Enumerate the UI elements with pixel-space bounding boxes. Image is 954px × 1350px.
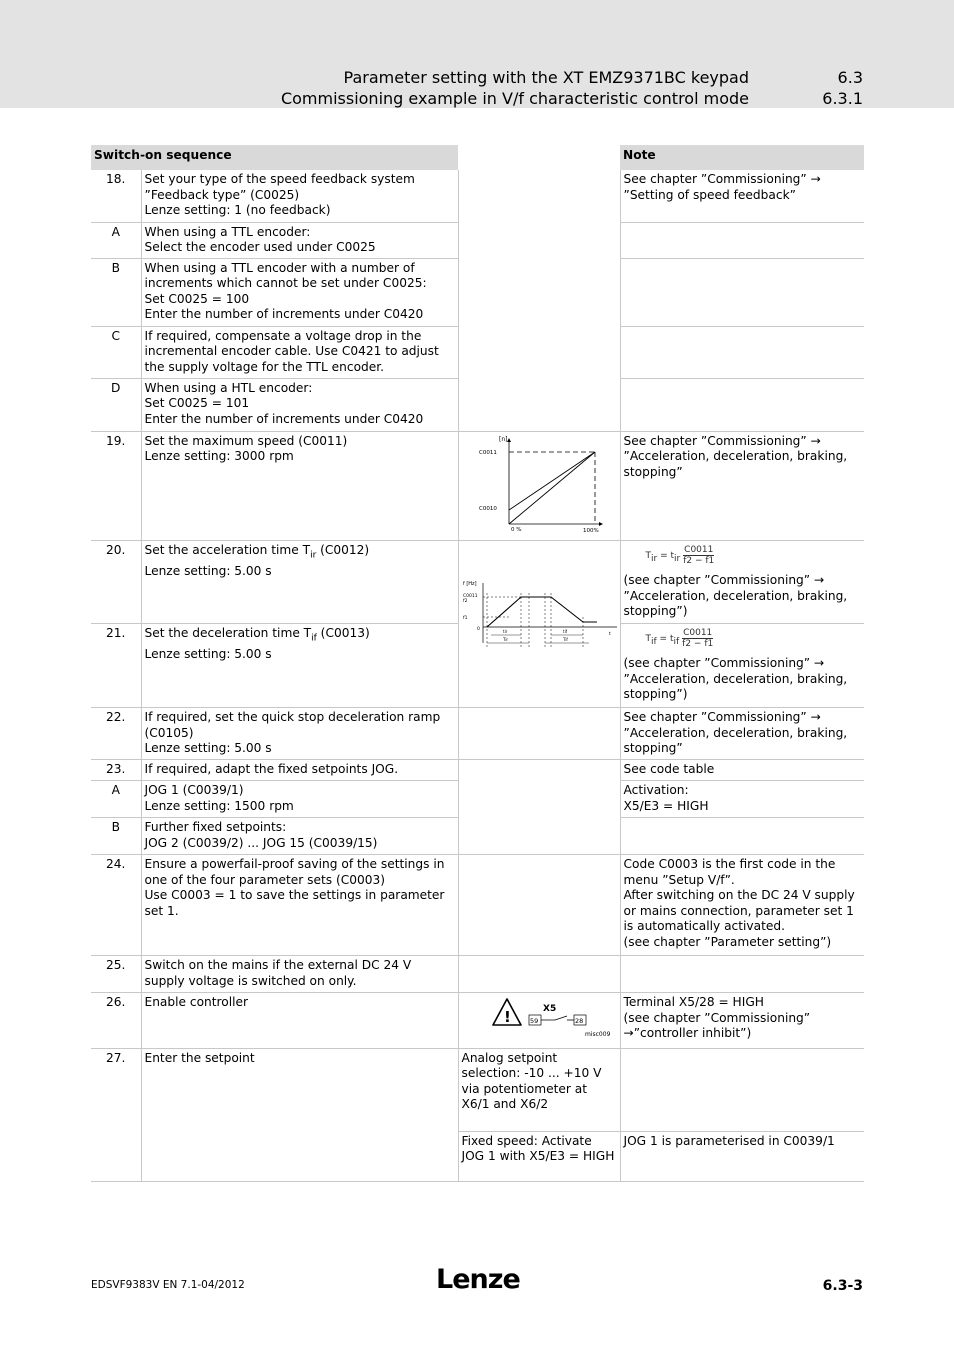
svg-text:C0010: C0010 — [479, 505, 497, 512]
table-row: C If required, compensate a voltage drop in the incremental encoder cable. Use C0421 to adjust the supply voltage for the TTL encoder. — [91, 326, 864, 378]
svg-text:f2: f2 — [463, 598, 468, 604]
ramp-time-chart — [459, 577, 619, 667]
header-section-1: 6.3 — [837, 68, 863, 87]
table-row: 23. If required, adapt the fixed setpoints JOG. See code table — [91, 760, 864, 781]
svg-text:C0011: C0011 — [463, 593, 478, 599]
svg-text:0 %: 0 % — [511, 526, 522, 533]
svg-text:28: 28 — [575, 1017, 584, 1025]
lenze-logo: Lenze — [436, 1264, 520, 1295]
terminal-diagram — [458, 993, 620, 1049]
table-row: A When using a TTL encoder: Select the encoder used under C0025 — [91, 222, 864, 258]
speed-y-label: [n] — [499, 435, 508, 443]
footer-doc-id: EDSVF9383V EN 7.1-04/2012 — [91, 1279, 245, 1291]
ramp-diagram — [458, 541, 620, 708]
table-row: 22. If required, set the quick stop deceleration ramp (C0105) Lenze setting: 5.00 s See chapter ”Commissioning” → ”Acceleration, deceleration, braking, stopping” — [91, 708, 864, 760]
table-row: B Further fixed setpoints: JOG 2 (C0039/2) ... JOG 15 (C0039/15) — [91, 818, 864, 855]
formula-acceleration: $T_{ir} = t_{ir}$ $\frac{C0011}{f2 - f1}$ — [645, 545, 715, 566]
svg-text:X5: X5 — [543, 1004, 557, 1014]
table-header-row — [91, 145, 864, 170]
svg-text:misc009: misc009 — [585, 1031, 611, 1038]
col-header-note: Note — [620, 145, 864, 170]
formula-deceleration: $T_{if} = t_{if}$ $\frac{C0011}{f2 - f1}$ — [645, 628, 714, 649]
table-row: 20. Set the acceleration time $T_{ir}$ (C0012) Lenze setting: 5.00 s f [Hz] C0011 f2 f1 0 t tir tif Tir Tif $T_{ir} = t_{ir}$ $\frac{C0011}{f2 - f1}$ (see chapter ”Commissioning” → ”Acceleration, deceleration, braking, stopping”) — [91, 541, 864, 624]
svg-text:t: t — [609, 631, 611, 637]
header-section-2: 6.3.1 — [822, 89, 863, 108]
svg-text:f [Hz]: f [Hz] — [463, 580, 477, 587]
table-row: 26. Enable controller ! X5 59 28 misc009 Terminal X5/28 = HIGH (see chapter ”Commissioning” →”controller inhibit”) — [91, 993, 864, 1049]
table-row: 18. Set your type of the speed feedback system ”Feedback type” (C0025) Lenze setting: 1 (no feedback) See chapter ”Commissioning” → ”Setting of speed feedback” — [91, 170, 864, 222]
table-row: Fixed speed: Activate JOG 1 with X5/E3 = HIGH JOG 1 is parameterised in C0039/1 — [91, 1131, 864, 1181]
svg-text:Tif: Tif — [563, 636, 568, 642]
table-row: 21. Set the deceleration time $T_{if}$ (C0013) Lenze setting: 5.00 s $T_{if} = t_{if}$ $\frac{C0011}{f2 - f1}$ (see chapter ”Commissioning” → ”Acceleration, deceleration, braking, stopping”) — [91, 624, 864, 708]
page-header — [0, 0, 954, 108]
table-row: 24. Ensure a powerfail-proof saving of the settings in one of the four parameter sets (C0003) Use C0003 = 1 to save the settings in parameter set 1. Code C0003 is the first code in the menu ”Setup V/f”. After switching on the DC 24 V supply or mains connection, parameter set 1 is automatically activated. (see chapter ”Parameter setting”) — [91, 855, 864, 956]
speed-diagram — [458, 431, 620, 541]
table-row: 19. Set the maximum speed (C0011) Lenze setting: 3000 rpm [n] C0011 C0010 0 % 100% See chapter ”Commissioning” → ”Acceleration, deceleration, braking, stopping” — [91, 431, 864, 541]
table-row: D When using a HTL encoder: Set C0025 = 101 Enter the number of increments under C0420 — [91, 378, 864, 431]
svg-text:100%: 100% — [583, 527, 599, 534]
table-row: A JOG 1 (C0039/1) Lenze setting: 1500 rpm Activation: X5/E3 = HIGH — [91, 781, 864, 818]
svg-text:0: 0 — [477, 626, 480, 632]
switch-on-sequence-table — [91, 145, 864, 1182]
x5-terminal-figure — [459, 993, 619, 1043]
svg-text:tir: tir — [503, 628, 508, 634]
svg-text:!: ! — [504, 1008, 511, 1026]
header-title-1: Parameter setting with the XT EMZ9371BC keypad — [343, 68, 749, 87]
table-row: 27. Enter the setpoint Analog setpoint selection: -10 ... +10 V via potentiometer at X6/1 and X6/2 — [91, 1048, 864, 1131]
table-row: B When using a TTL encoder with a number of increments which cannot be set under C0025: Set C0025 = 100 Enter the number of increments under C0420 — [91, 258, 864, 326]
col-header-sequence: Switch-on sequence — [91, 145, 458, 170]
page-number: 6.3-3 — [822, 1278, 863, 1294]
speed-characteristic-chart — [459, 432, 619, 536]
header-title-2: Commissioning example in V/f characteristic control mode — [280, 89, 749, 108]
svg-text:f1: f1 — [463, 615, 468, 621]
svg-text:59: 59 — [530, 1017, 539, 1025]
svg-text:tif: tif — [563, 628, 568, 634]
svg-text:Tir: Tir — [503, 636, 509, 642]
table-row: 25. Switch on the mains if the external DC 24 V supply voltage is switched on only. — [91, 956, 864, 993]
svg-text:C0011: C0011 — [479, 449, 497, 456]
